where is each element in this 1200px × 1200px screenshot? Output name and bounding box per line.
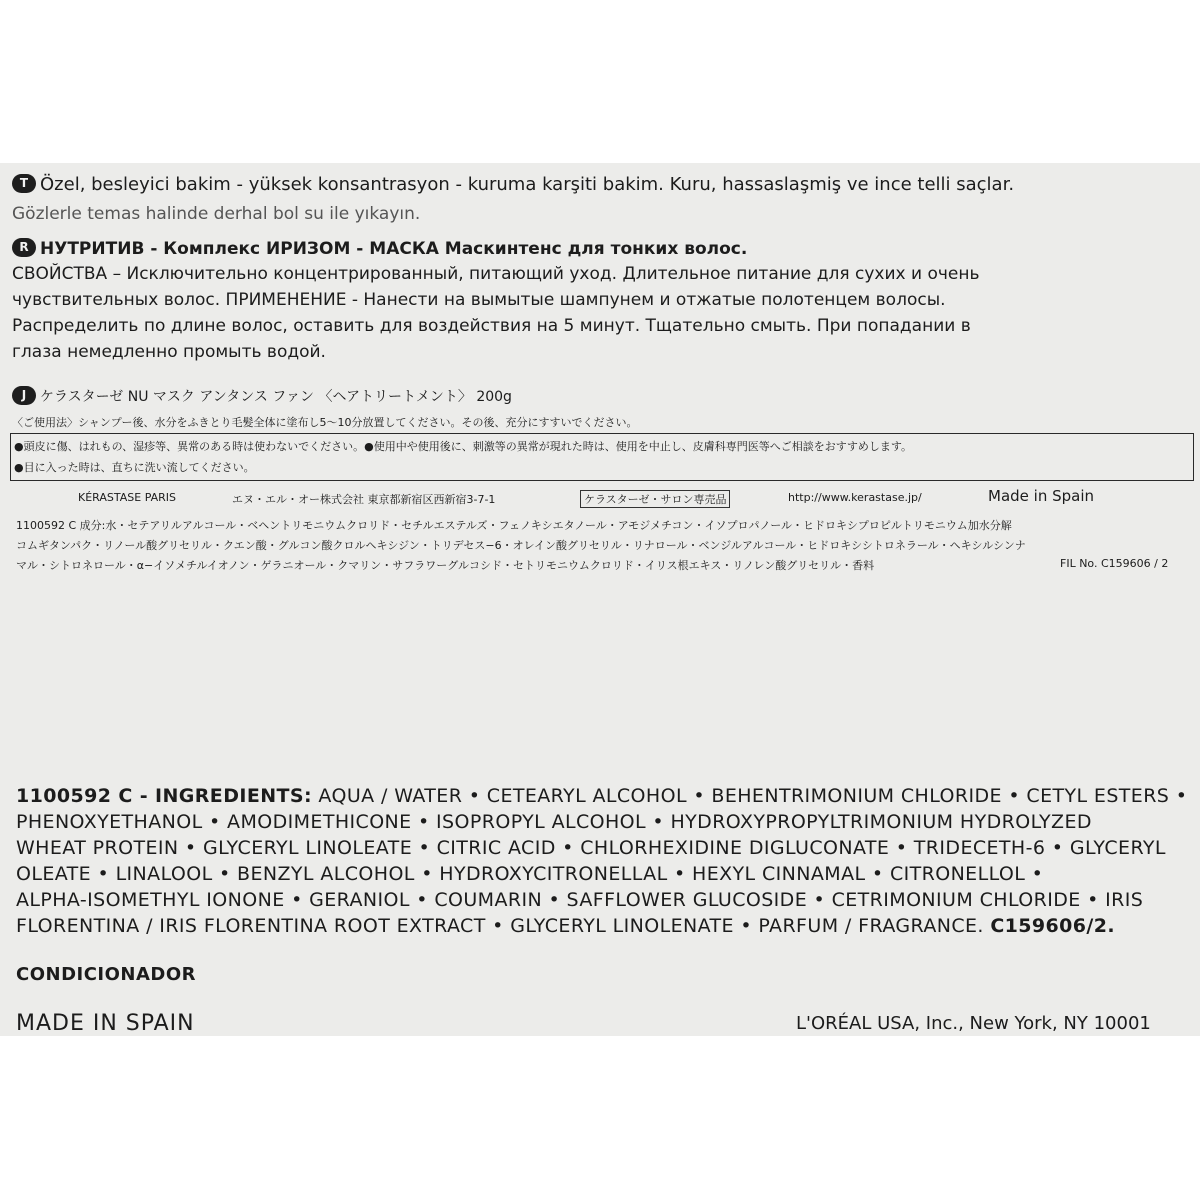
made-in-spain: MADE IN SPAIN	[16, 1011, 195, 1036]
kerastase-brand: KÉRASTASE PARIS	[78, 491, 177, 504]
ingredients-code: C159606/2.	[990, 915, 1115, 937]
russian-heading-line	[12, 239, 747, 259]
russian-line-1: СВОЙСТВА – Исключительно концентрированный, питающий уход. Длительное питание для сухих и очень	[12, 264, 980, 284]
ingredients-label: 1100592 C - INGREDIENTS:	[16, 785, 312, 807]
japanese-ingredients-2: コムギタンパク・リノール酸グリセリル・クエン酸・グルコン酸クロルヘキシジン・トリデセス−6・オレイン酸グリセリル・リナロール・ベンジルアルコール・ヒドロキシシトロネラール・ヘキシルシンナ	[16, 539, 1026, 552]
turkish-text-1: Özel, besleyici bakim - yüksek konsantrasyon - kuruma karşiti bakim. Kuru, hassaslaşmiş ve ince telli saçlar.	[40, 174, 1015, 195]
made-in-spain-small: Made in Spain	[988, 487, 1095, 505]
russian-line-4: глаза немедленно промыть водой.	[12, 342, 326, 362]
japanese-ingredients-3: マル・シトロネロール・α−イソメチルイオノン・ゲラニオール・クマリン・サフラワーグルコシド・セトリモニウムクロリド・イリス根エキス・リノレン酸グリセリル・香料	[16, 559, 875, 572]
japanese-title: ケラスターゼ NU マスク アンタンス ファン 〈ヘアトリートメント〉 200g	[40, 389, 512, 405]
ingredients-line-1	[16, 785, 1187, 807]
russian-line-2: чувствительных волос. ПРИМЕНЕНИЕ - Нанести на вымытые шампунем и отжатые полотенцем волосы.	[12, 290, 946, 310]
kerastase-url: http://www.kerastase.jp/	[788, 491, 922, 504]
turkish-line-1	[12, 174, 1014, 195]
ingredients-text-6: FLORENTINA / IRIS FLORENTINA ROOT EXTRACT • GLYCERYL LINOLENATE • PARFUM / FRAGRANCE.	[16, 915, 984, 937]
turkish-badge: T	[12, 174, 36, 193]
russian-heading: НУТРИТИВ - Комплекс ИРИЗОМ - МАСКА Маскинтенс для тонких волос.	[40, 239, 748, 259]
japanese-caution-2: ●目に入った時は、直ちに洗い流してください。	[14, 461, 255, 474]
ingredients-line-2: PHENOXYETHANOL • AMODIMETHICONE • ISOPROPYL ALCOHOL • HYDROXYPROPYLTRIMONIUM HYDROLYZED	[16, 811, 1092, 833]
salon-exclusive-box	[580, 488, 730, 508]
loreal-company: L'ORÉAL USA, Inc., New York, NY 10001	[796, 1013, 1151, 1034]
japanese-usage: 〈ご使用法〉シャンプー後、水分をふきとり毛髪全体に塗布し5～10分放置してください。その後、充分にすすいでください。	[12, 416, 638, 429]
turkish-line-2: Gözlerle temas halinde derhal bol su ile yıkayın.	[12, 204, 421, 224]
russian-line-3: Распределить по длине волос, оставить для воздействия на 5 минут. Тщательно смыть. При попадании в	[12, 316, 971, 336]
ingredients-line-3: WHEAT PROTEIN • GLYCERYL LINOLEATE • CITRIC ACID • CHLORHEXIDINE DIGLUCONATE • TRIDECETH-6 • GLYCERYL	[16, 837, 1166, 859]
japanese-company: エヌ・エル・オー株式会社 東京都新宿区西新宿3-7-1	[232, 493, 496, 506]
ingredients-line-6	[16, 915, 1115, 937]
japanese-caution-1: ●頭皮に傷、はれもの、湿疹等、異常のある時は使わないでください。●使用中や使用後に、刺激等の異常が現れた時は、使用を中止し、皮膚科専門医等へご相談をおすすめします。	[14, 440, 912, 453]
ingredients-line-4: OLEATE • LINALOOL • BENZYL ALCOHOL • HYDROXYCITRONELLAL • HEXYL CINNAMAL • CITRONELLOL •	[16, 863, 1044, 885]
japanese-title-line	[12, 386, 512, 407]
russian-badge: R	[12, 238, 36, 257]
japanese-badge: J	[12, 386, 36, 405]
ingredients-text-1: AQUA / WATER • CETEARYL ALCOHOL • BEHENTRIMONIUM CHLORIDE • CETYL ESTERS •	[318, 785, 1188, 807]
ingredients-line-5: ALPHA-ISOMETHYL IONONE • GERANIOL • COUMARIN • SAFFLOWER GLUCOSIDE • CETRIMONIUM CHLORIDE • IRIS	[16, 889, 1144, 911]
japanese-ingredients-1: 1100592 C 成分:水・セテアリルアルコール・ベヘントリモニウムクロリド・セチルエステルズ・フェノキシエタノール・アモジメチコン・イソプロパノール・ヒドロキシプロピルトリモニウム加水分解	[16, 519, 1012, 532]
salon-exclusive-label: ケラスターゼ・サロン専売品	[580, 490, 730, 508]
product-type: CONDICIONADOR	[16, 964, 197, 985]
fil-number: FIL No. C159606 / 2	[1060, 557, 1169, 570]
